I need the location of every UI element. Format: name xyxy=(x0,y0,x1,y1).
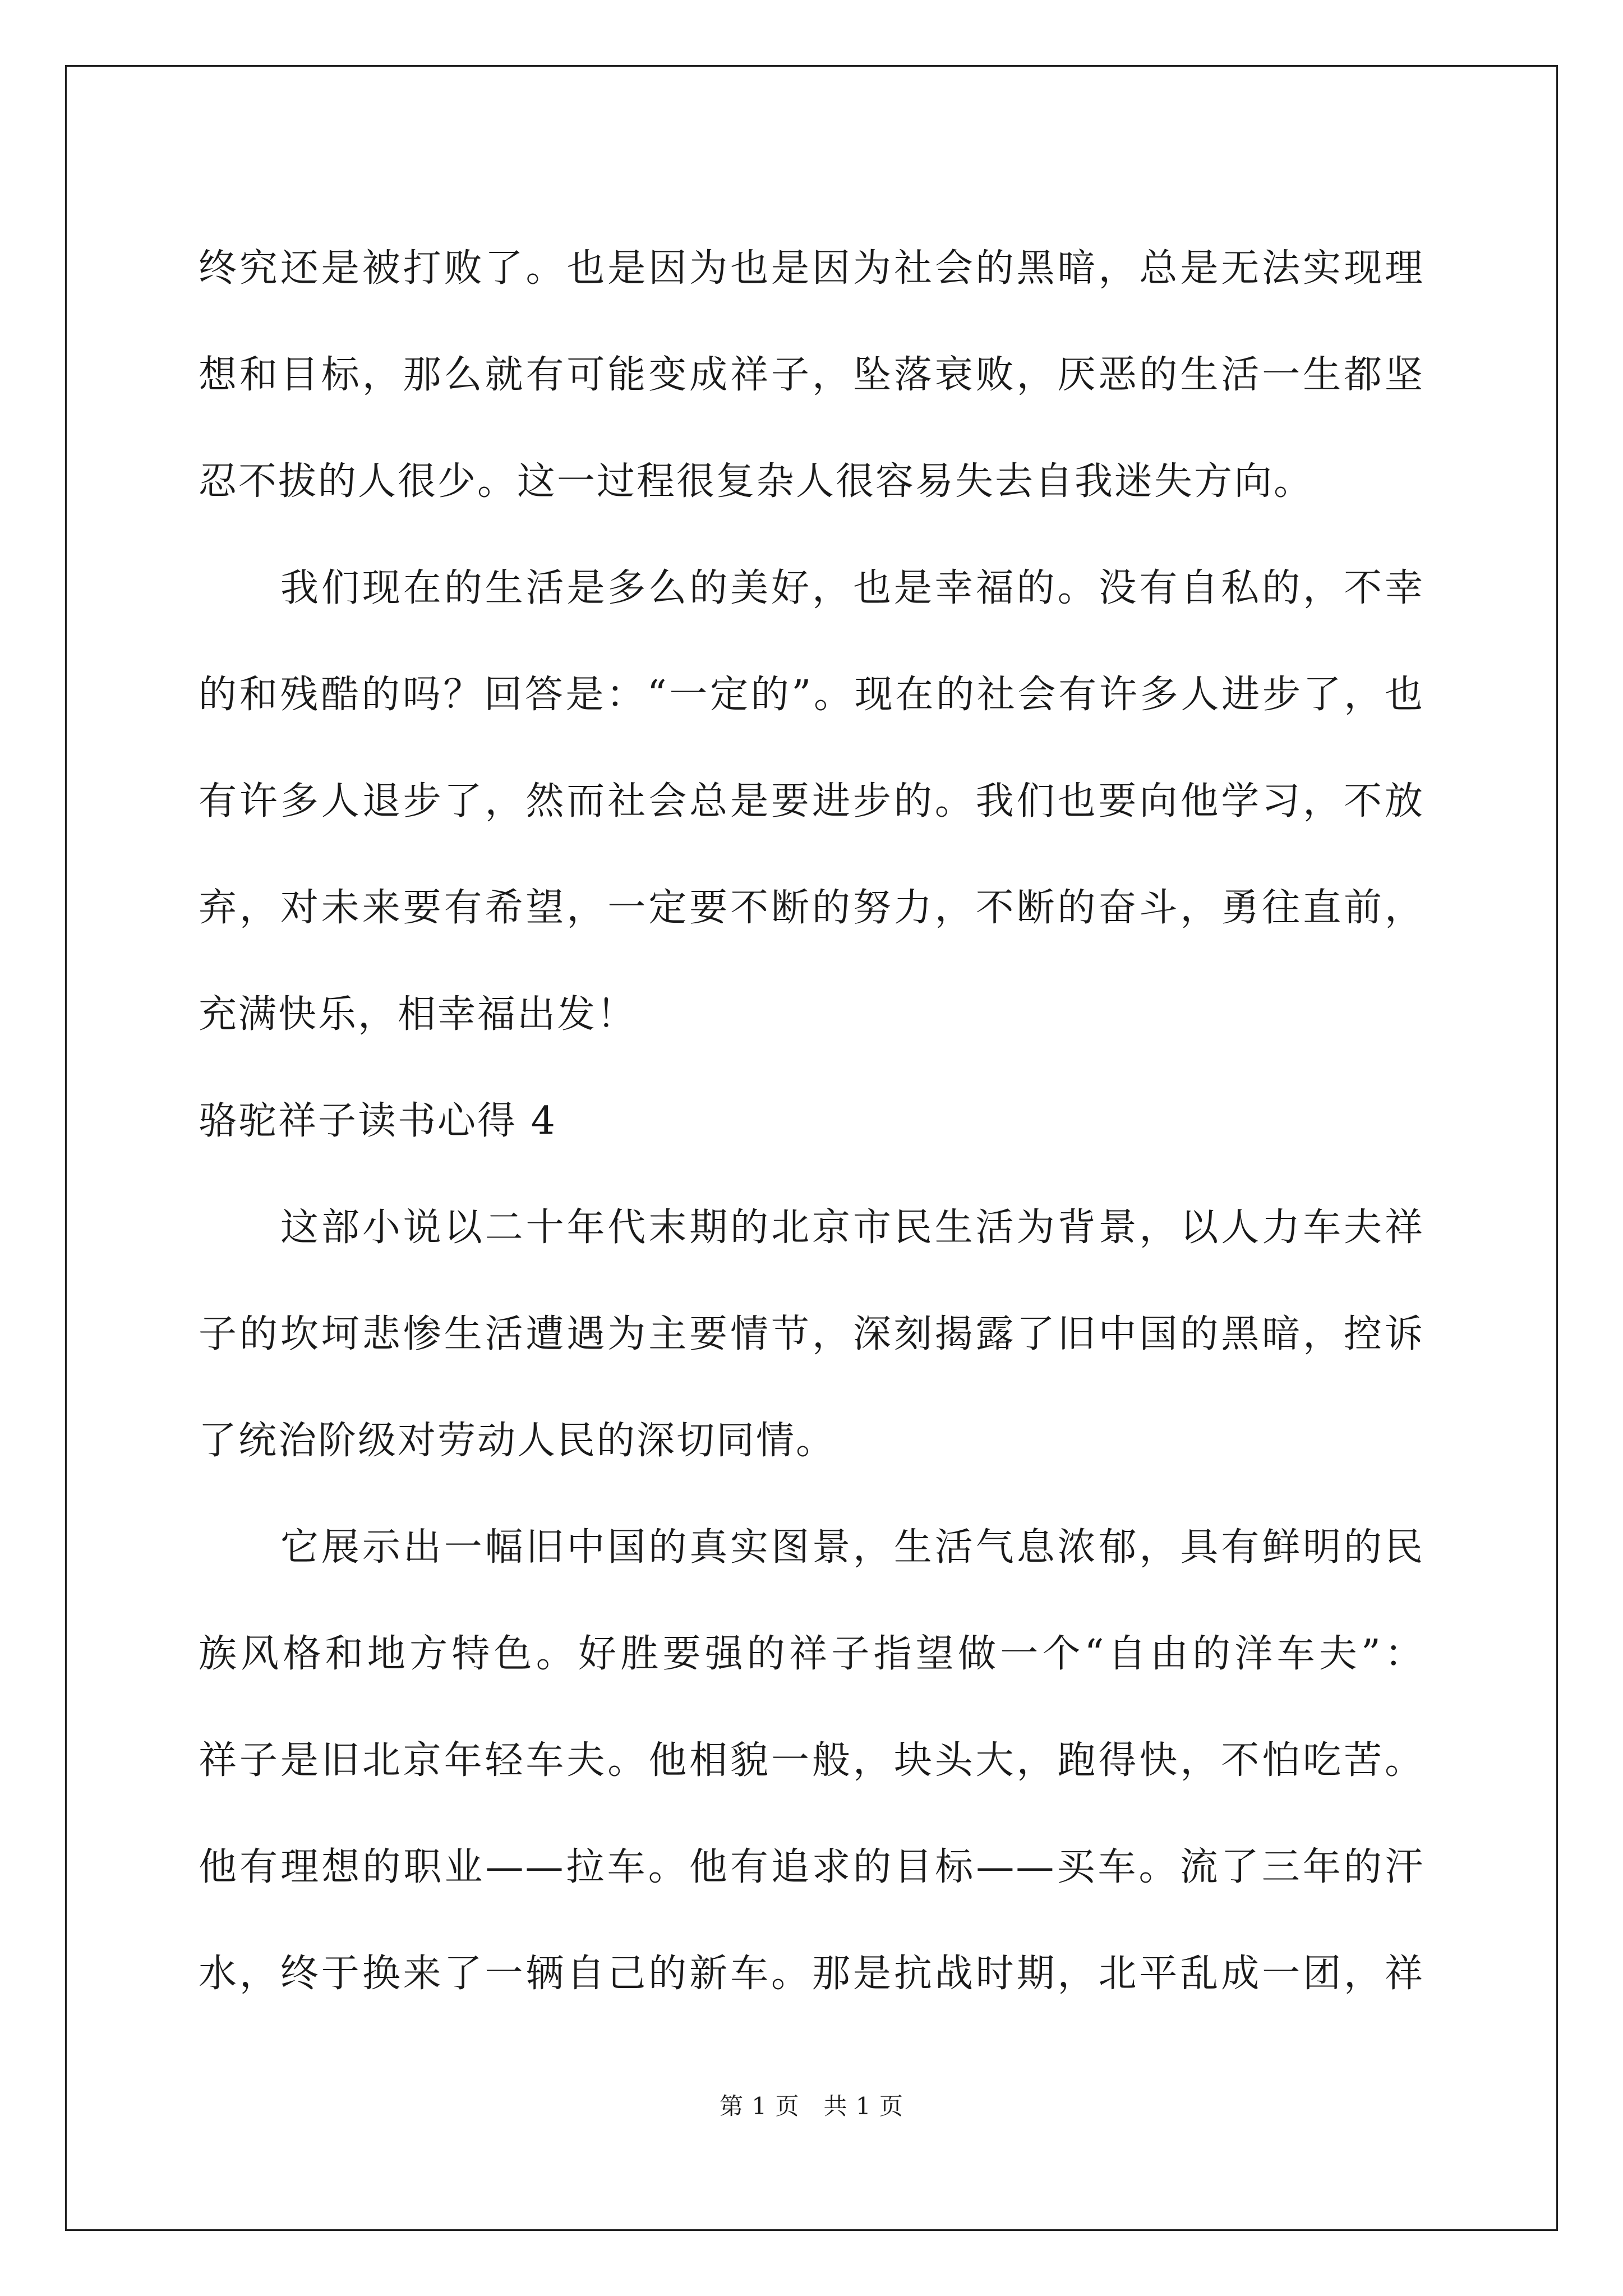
text-line: 弃，对未来要有希望，一定要不断的努力，不断的奋斗，勇往直前， xyxy=(199,886,1424,930)
text-line: 这部小说以二十年代末期的北京市民生活为背景，以人力车夫祥 xyxy=(280,1205,1424,1250)
page-number-footer: 第 1 页 共 1 页 xyxy=(720,2092,903,2120)
text-line: 水，终于换来了一辆自己的新车。那是抗战时期，北平乱成一团，祥 xyxy=(199,1952,1424,1996)
text-line: 了统治阶级对劳动人民的深切同情。 xyxy=(199,1419,836,1463)
text-line: 充满快乐，相幸福出发！ xyxy=(199,992,637,1037)
text-line: 终究还是被打败了。也是因为也是因为社会的黑暗，总是无法实现理 xyxy=(199,246,1424,291)
section-heading: 骆驼祥子读书心得 4 xyxy=(199,1099,557,1143)
text-line: 想和目标，那么就有可能变成祥子，坠落衰败，厌恶的生活一生都坚 xyxy=(199,353,1424,397)
text-line: 它展示出一幅旧中国的真实图景，生活气息浓郁，具有鲜明的民 xyxy=(280,1525,1424,1570)
text-line: 的和残酷的吗？回答是：“一定的”。现在的社会有许多人进步了，也 xyxy=(199,673,1424,717)
text-line: 族风格和地方特色。好胜要强的祥子指望做一个“自由的洋车夫”： xyxy=(199,1632,1424,1676)
text-line: 忍不拔的人很少。这一过程很复杂人很容易失去自我迷失方向。 xyxy=(199,459,1314,504)
text-line: 祥子是旧北京年轻车夫。他相貌一般，块头大，跑得快，不怕吃苦。 xyxy=(199,1738,1424,1783)
text-line: 我们现在的生活是多么的美好，也是幸福的。没有自私的，不幸 xyxy=(280,566,1424,610)
text-line: 子的坎坷悲惨生活遭遇为主要情节，深刻揭露了旧中国的黑暗，控诉 xyxy=(199,1312,1424,1356)
text-line: 他有理想的职业——拉车。他有追求的目标——买车。流了三年的汗 xyxy=(199,1845,1424,1889)
document-body xyxy=(199,215,1424,2027)
text-line: 有许多人退步了，然而社会总是要进步的。我们也要向他学习，不放 xyxy=(199,779,1424,823)
